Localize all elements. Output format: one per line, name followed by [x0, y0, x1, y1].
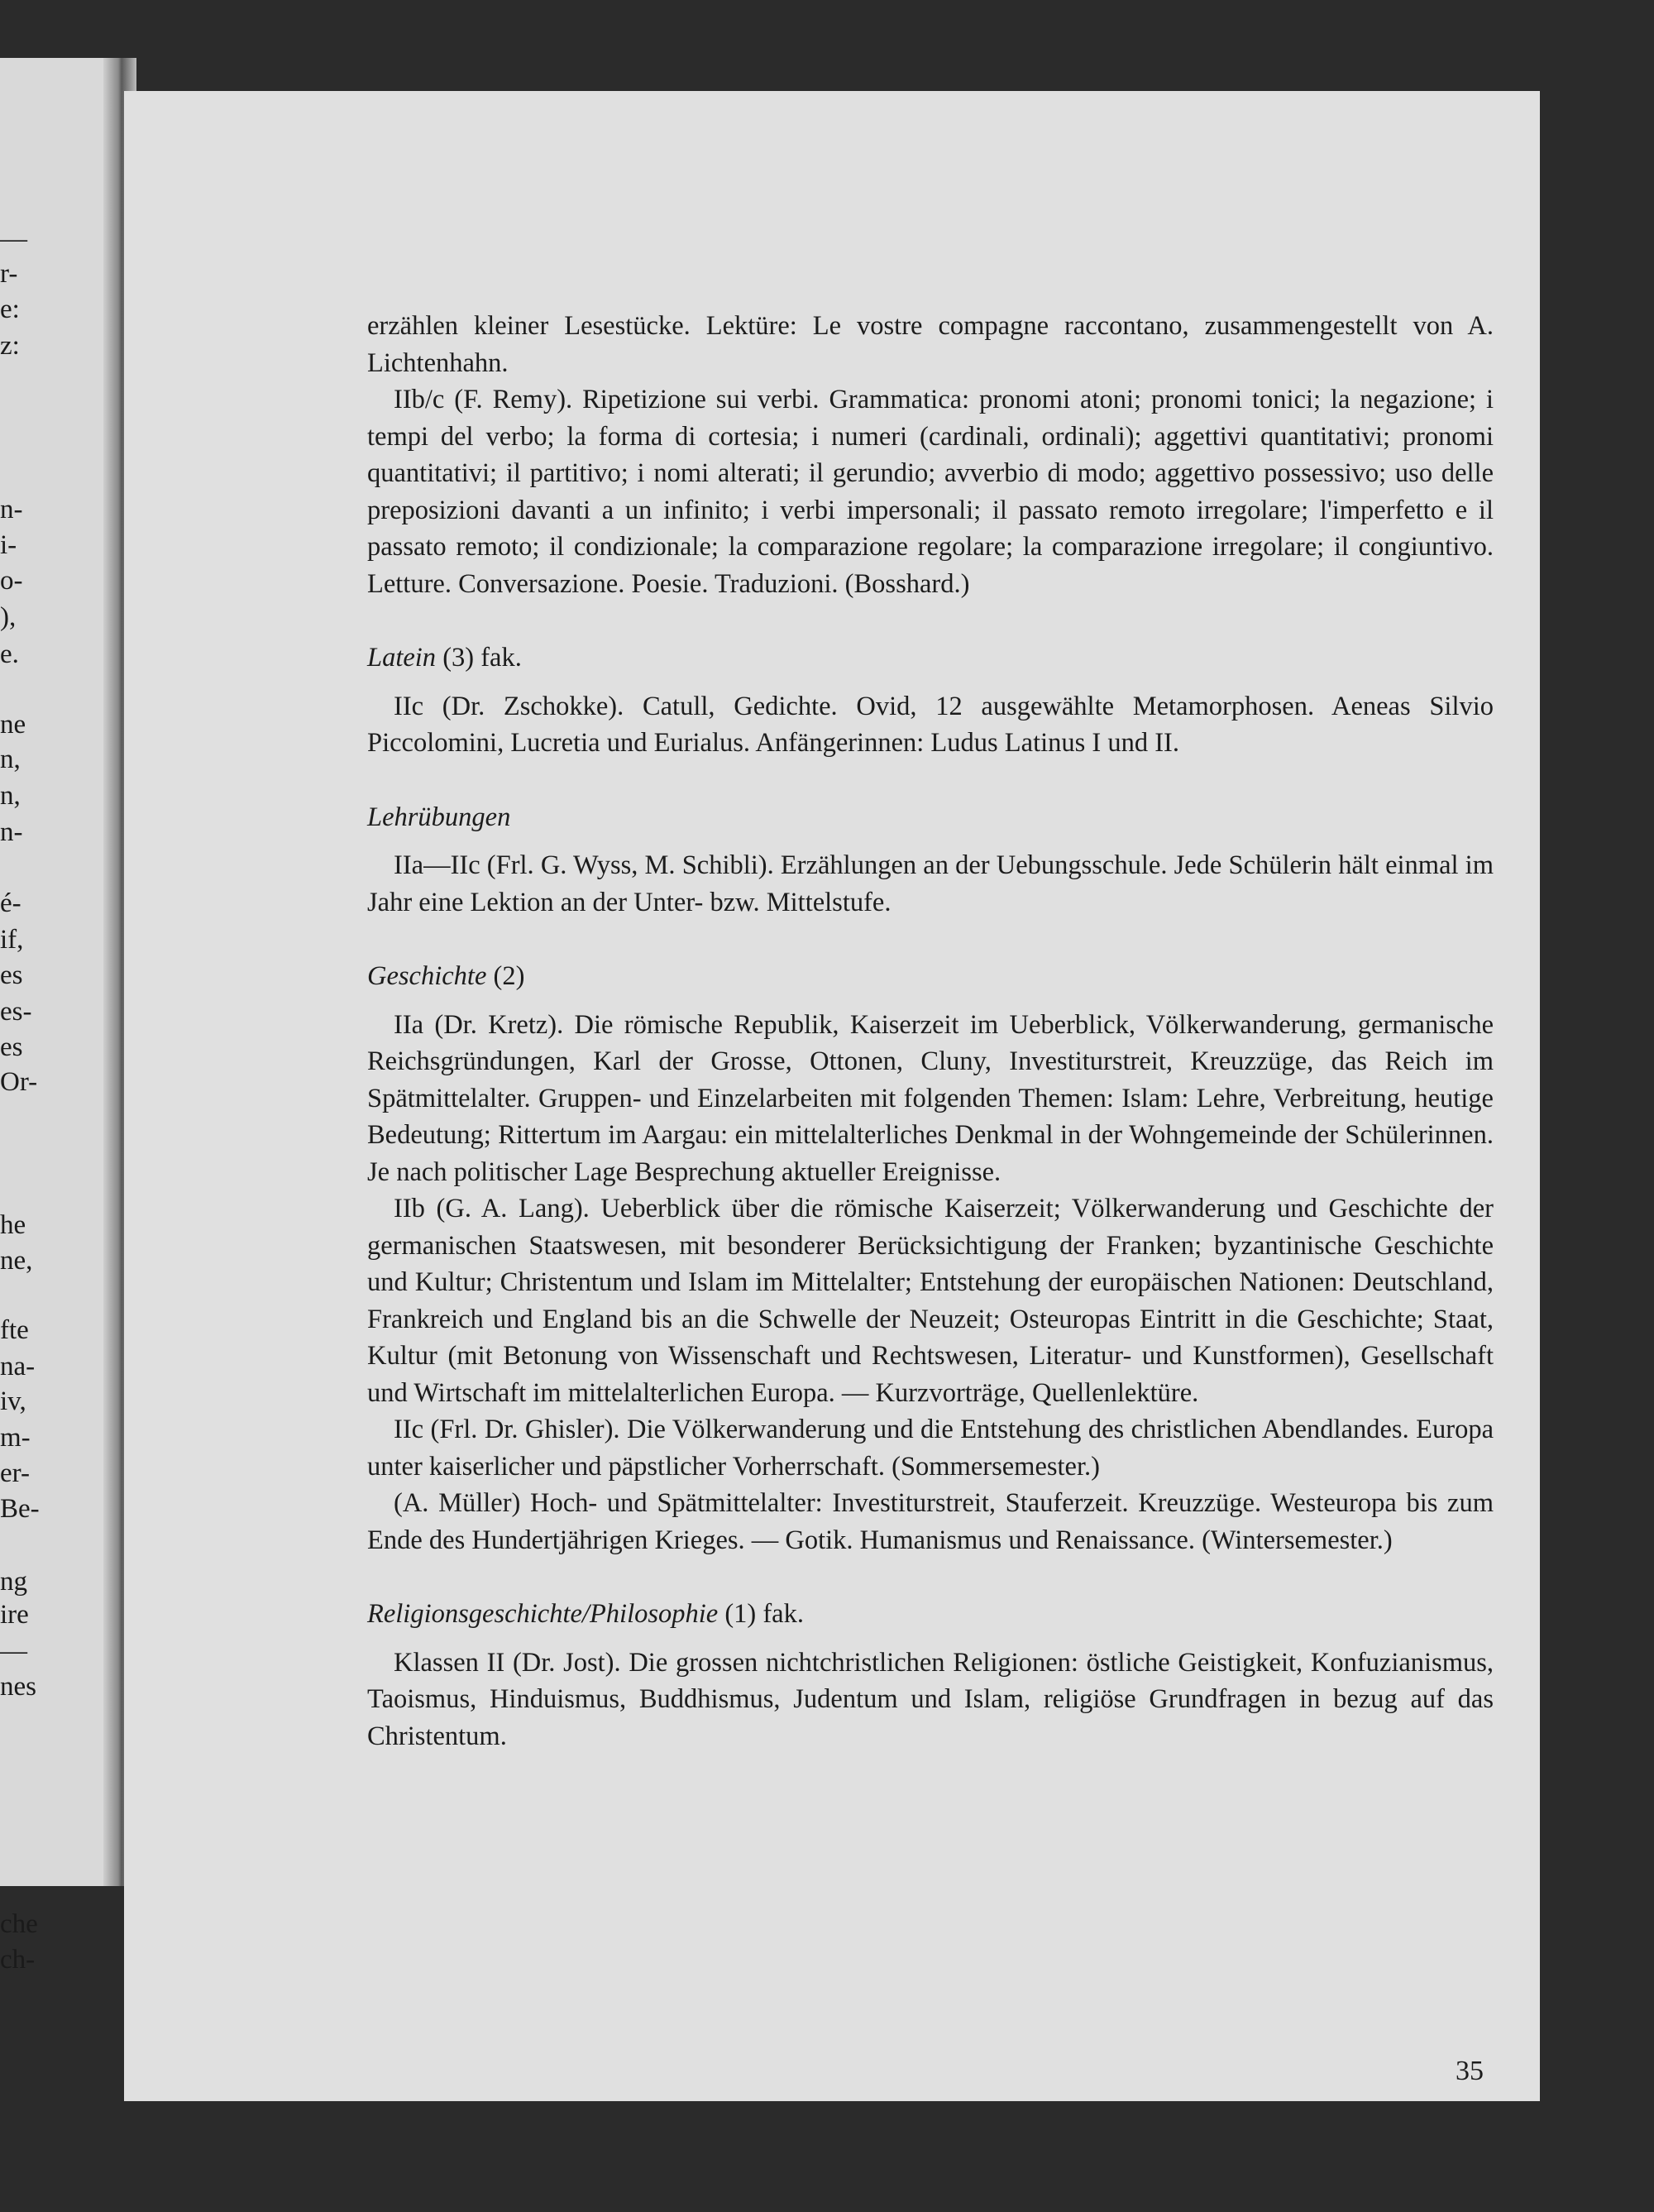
left-margin-fragment: r- [0, 259, 18, 289]
latein-heading-title: Latein [367, 643, 437, 673]
religion-paragraph: Klassen II (Dr. Jost). Die grossen nichtchristlichen Religionen: östliche Geistigkeit, Konfuzianismus, Taoismus, Hinduismus, Buddhismus, Judentum und Islam, religiöse Grundfragen in bezug auf das Christentum. [367, 1647, 1494, 1751]
religion-heading [367, 1596, 1494, 1633]
left-margin-fragment: n- [0, 817, 23, 847]
latein-paragraph: IIc (Dr. Zschokke). Catull, Gedichte. Ovid, 12 ausgewählte Metamorphosen. Aeneas Silvio Piccolomini, Lucretia und Eurialus. Anfängerinnen: Ludus Latinus I und II. [367, 691, 1494, 758]
geschichte-heading-suffix: (2) [486, 961, 525, 991]
book-page [124, 91, 1540, 2101]
left-margin-fragment: Or- [0, 1067, 38, 1097]
left-margin-fragment: n- [0, 495, 23, 524]
left-margin-fragment: ch- [0, 1945, 36, 1975]
left-margin-fragment: m- [0, 1423, 31, 1453]
left-margin-fragment: na- [0, 1352, 36, 1381]
left-margin-fragment: n, [0, 781, 21, 811]
left-margin-fragment: ne, [0, 1246, 33, 1276]
intro-paragraph: erzählen kleiner Lesestücke. Lektüre: Le vostre compagne raccontano, zusammengestellt von A. Lichtenhahn. [367, 311, 1494, 378]
left-margin-fragment: he [0, 1210, 26, 1240]
left-margin-fragment: z: [0, 331, 20, 361]
left-margin-fragment: — [0, 224, 27, 254]
geschichte-heading-title: Geschichte [367, 961, 487, 991]
left-margin-fragment: ng [0, 1567, 27, 1597]
left-margin-fragment: che [0, 1909, 38, 1939]
left-margin-fragment: es [0, 1032, 23, 1062]
lehruebungen-paragraph: IIa—IIc (Frl. G. Wyss, M. Schibli). Erzählungen an der Uebungsschule. Jede Schülerin hält einmal im Jahr eine Lektion an der Unter- bzw. Mittelstufe. [367, 850, 1494, 917]
lehruebungen-heading-title: Lehrübungen [367, 802, 511, 832]
geschichte-paragraph-iic: IIc (Frl. Dr. Ghisler). Die Völkerwanderung und die Entstehung des christlichen Abendlandes. Europa unter kaiserlicher und päpstlicher Vorherrschaft. (Sommersemester.) [367, 1415, 1494, 1482]
left-margin-fragment: ire [0, 1600, 29, 1630]
left-margin-fragment: fte [0, 1315, 29, 1345]
left-margin-fragment: es [0, 960, 23, 990]
page-number: 35 [1456, 2056, 1484, 2086]
left-margin-fragment: nes [0, 1672, 36, 1702]
latein-heading-suffix: (3) fak. [436, 643, 522, 673]
left-margin-fragment: e: [0, 294, 20, 324]
geschichte-paragraph-mueller: (A. Müller) Hoch- und Spätmittelalter: Investiturstreit, Stauferzeit. Kreuzzüge. Westeuropa bis zum Ende des Hundertjährigen Krieges. — Gotik. Humanismus und Renaissance. (Wintersemester.) [367, 1488, 1494, 1555]
geschichte-paragraph-iib: IIb (G. A. Lang). Ueberblick über die römische Kaiserzeit; Völkerwanderung und Geschichte der germanischen Staatswesen, mit besonderer Berücksichtigung der Franken; byzantinische Geschichte und Kultur; Christentum und Islam im Mittelalter; Entstehung der europäischen Nationen: Deutschland, Frankreich und England bis an die Schwelle der Neuzeit; Osteuropas Eintritt in die Geschichte; Staat, Kultur (mit Betonung von Wissenschaft und Rechtswesen, Literatur- und Kunstformen), Gesellschaft und Wirtschaft im mittelalterlichen Europa. — Kurzvorträge, Quellenlektüre. [367, 1194, 1494, 1408]
left-margin-fragment: n, [0, 745, 21, 774]
left-margin-fragment: é- [0, 888, 22, 918]
left-margin-fragment: — [0, 1636, 27, 1666]
left-margin-fragment: iv, [0, 1386, 26, 1416]
geschichte-heading [367, 958, 1494, 995]
lehruebungen-heading [367, 799, 1494, 836]
religion-heading-suffix: (1) fak. [718, 1599, 804, 1629]
religion-heading-title: Religionsgeschichte/Philosophie [367, 1599, 719, 1629]
left-margin-fragment: Be- [0, 1494, 40, 1524]
page-body [367, 308, 1494, 1755]
left-margin-fragment: if, [0, 925, 24, 955]
left-margin-fragment: i- [0, 530, 17, 560]
geschichte-paragraph-iia: IIa (Dr. Kretz). Die römische Republik, Kaiserzeit im Ueberblick, Völkerwanderung, germanische Reichsgründungen, Karl der Grosse, Ottonen, Cluny, Investiturstreit, Kreuzzüge, das Reich im Spätmittelalter. Gruppen- und Einzelarbeiten mit folgenden Themen: Islam: Lehre, Verbreitung, heutige Bedeutung; Rittertum im Aargau: ein mittelalterliches Denkmal in der Wohngemeinde der Schülerinnen. Je nach politischer Lage Besprechung aktueller Ereignisse. [367, 1009, 1494, 1187]
left-margin-fragment: e. [0, 639, 19, 669]
left-margin-fragment: ne [0, 710, 26, 740]
left-margin-fragment: o- [0, 566, 23, 596]
left-margin-fragment: es- [0, 997, 32, 1027]
left-margin-fragment: er- [0, 1458, 30, 1488]
left-margin-fragment: ), [0, 602, 17, 632]
italian-paragraph: IIb/c (F. Remy). Ripetizione sui verbi. Grammatica: pronomi atoni; pronomi tonici; la negazione; i tempi del verbo; la forma di cortesia; i numeri (cardinali, ordinali); aggettivi quantitativi; pronomi quantitativi; il partitivo; i nomi alterati; il gerundio; avverbio di modo; aggettivo possessivo; uso delle preposizioni davanti a un infinito; i verbi impersonali; il passato remoto irregolare; l'imperfetto e il passato remoto; il condizionale; la comparazione regolare; la comparazione irregolare; il congiuntivo. Letture. Conversazione. Poesie. Traduzioni. (Bosshard.) [367, 385, 1494, 599]
latein-heading [367, 639, 1494, 677]
